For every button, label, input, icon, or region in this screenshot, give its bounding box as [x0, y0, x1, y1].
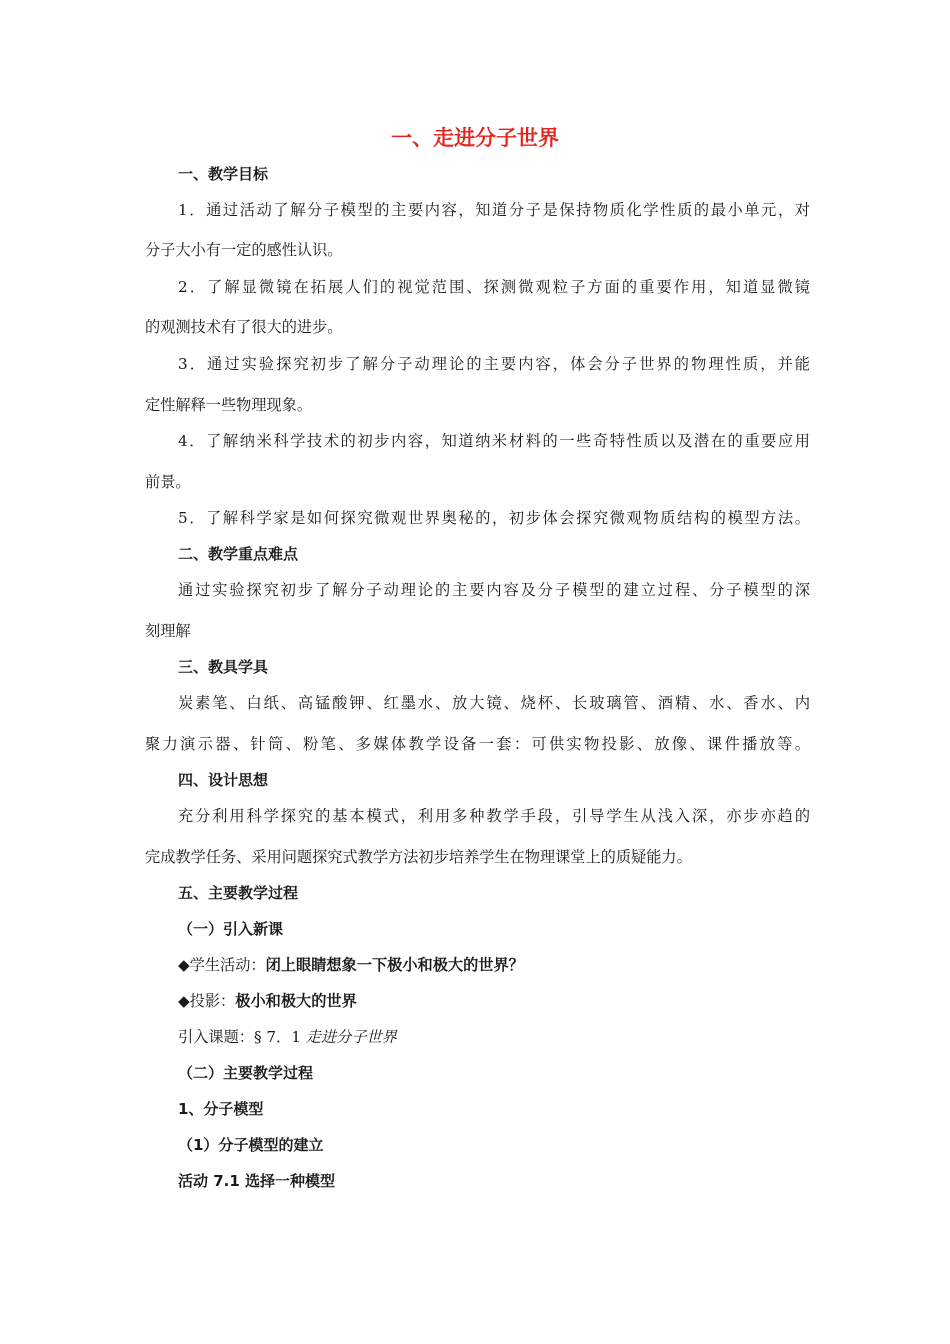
- key-points-line-1: 通过实验探究初步了解分子动理论的主要内容及分子模型的建立过程、分子模型的深: [178, 581, 810, 599]
- design-line-2: 完成教学任务、采用问题探究式教学方法初步培养学生在物理课堂上的质疑能力。: [145, 848, 692, 866]
- objective-2-line-2: 的观测技术有了很大的进步。: [145, 318, 343, 336]
- objective-1-line-2: 分子大小有一定的感性认识。: [145, 241, 343, 259]
- topic-line: [178, 1027, 810, 1047]
- objective-3-line-1: 3．通过实验探究初步了解分子动理论的主要内容，体会分子世界的物理性质，并能: [178, 355, 810, 373]
- design-line-1: 充分利用科学探究的基本模式，利用多种教学手段，引导学生从浅入深，亦步亦趋的: [178, 807, 810, 825]
- objective-4-line-2: 前景。: [145, 473, 191, 491]
- projection-text: 极小和极大的世界: [235, 992, 357, 1010]
- objective-5-line-1: 5．了解科学家是如何探究微观世界奥秘的，初步体会探究微观物质结构的模型方法。: [178, 509, 810, 527]
- topic-number: § 7．1: [253, 1028, 306, 1046]
- topic-label: 引入课题：: [178, 1028, 254, 1046]
- student-activity-text: 闭上眼睛想象一下极小和极大的世界？: [265, 956, 524, 974]
- objective-4-line-1: 4．了解纳米科学技术的初步内容，知道纳米材料的一些奇特性质以及潜在的重要应用: [178, 432, 810, 450]
- section-heading-key-points: 二、教学重点难点: [178, 545, 299, 563]
- teaching-aids-line-1: 炭素笔、白纸、高锰酸钾、红墨水、放大镜、烧杯、长玻璃管、酒精、水、香水、内: [178, 694, 810, 712]
- student-activity-line: [178, 955, 810, 975]
- objective-3-line-2: 定性解释一些物理现象。: [145, 396, 313, 414]
- item-molecular-model: 1、分子模型: [178, 1100, 264, 1118]
- subsection-main-process: （二）主要教学过程: [178, 1064, 314, 1082]
- topic-text: 走进分子世界: [305, 1028, 397, 1046]
- page-title: 一、走进分子世界: [391, 126, 559, 150]
- section-heading-design: 四、设计思想: [178, 771, 269, 789]
- section-heading-teaching-aids: 三、教具学具: [178, 658, 269, 676]
- item-model-building: （1）分子模型的建立: [178, 1136, 324, 1154]
- objective-1-line-1: 1．通过活动了解分子模型的主要内容，知道分子是保持物质化学性质的最小单元，对: [178, 201, 810, 219]
- subsection-introduction: （一）引入新课: [178, 920, 284, 938]
- key-points-line-2: 刻理解: [145, 622, 191, 640]
- teaching-aids-line-2: 聚力演示器、针筒、粉笔、多媒体教学设备一套：可供实物投影、放像、课件播放等。: [145, 735, 810, 753]
- projection-label: ◆投影：: [178, 992, 236, 1010]
- section-heading-objectives: 一、教学目标: [178, 165, 269, 183]
- activity-7-1: 活动 7.1 选择一种模型: [178, 1172, 336, 1190]
- student-activity-label: ◆学生活动：: [178, 956, 266, 974]
- projection-line: [178, 991, 810, 1011]
- objective-2-line-1: 2．了解显微镜在拓展人们的视觉范围、探测微观粒子方面的重要作用，知道显微镜: [178, 278, 810, 296]
- section-heading-process: 五、主要教学过程: [178, 884, 299, 902]
